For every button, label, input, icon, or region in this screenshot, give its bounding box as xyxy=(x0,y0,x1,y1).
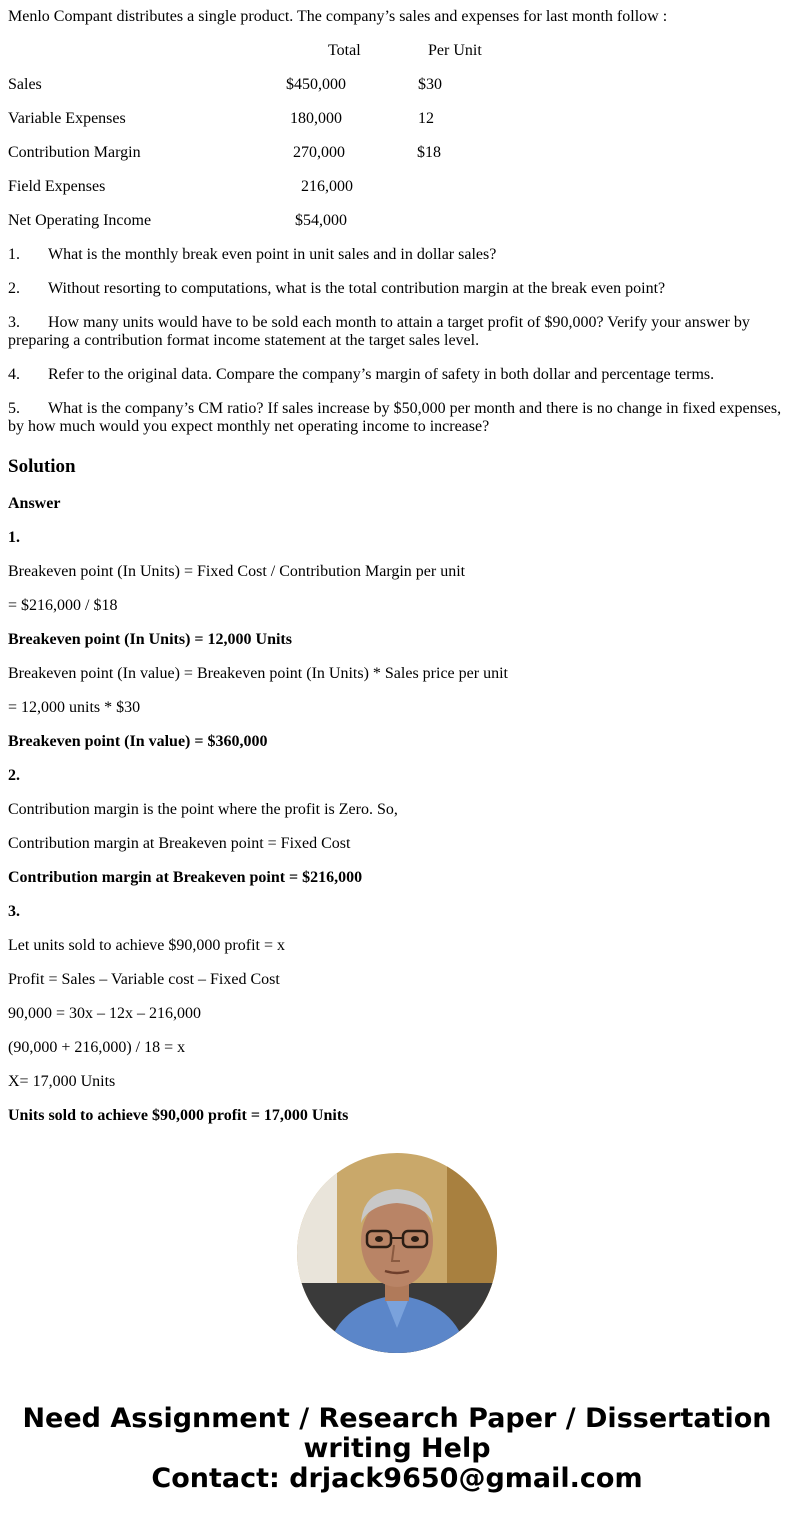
question-number: 1. xyxy=(8,246,20,263)
row-total: $54,000 xyxy=(295,212,347,229)
solution-line: Profit = Sales – Variable cost – Fixed Cost xyxy=(8,971,280,988)
question-text: Without resorting to computations, what is the total contribution margin at the break even point? xyxy=(48,280,666,297)
answer-label: Answer xyxy=(8,495,61,512)
solution-result: Units sold to achieve $90,000 profit = 17,000 Units xyxy=(8,1107,349,1124)
banner-line: Need Assignment / Research Paper / Dissertation xyxy=(22,1403,772,1434)
question-text: Refer to the original data. Compare the company’s margin of safety in both dollar and percentage terms. xyxy=(48,366,715,383)
row-label: Variable Expenses xyxy=(8,110,126,127)
solution-result: Breakeven point (In value) = $360,000 xyxy=(8,733,268,750)
solution-line: = 12,000 units * $30 xyxy=(8,699,141,716)
row-total: 270,000 xyxy=(293,144,345,161)
question-item xyxy=(8,246,786,264)
question-number: 3. xyxy=(8,314,20,331)
contact-email: Contact: drjack9650@gmail.com xyxy=(151,1463,643,1494)
question-item xyxy=(8,314,786,350)
problem-intro: Menlo Compant distributes a single product. The company’s sales and expenses for last month follow : xyxy=(8,8,668,25)
solution-line: Breakeven point (In value) = Breakeven point (In Units) * Sales price per unit xyxy=(8,665,508,682)
solution-result: Breakeven point (In Units) = 12,000 Units xyxy=(8,631,292,648)
question-item xyxy=(8,280,786,298)
part-number: 3. xyxy=(8,903,20,920)
solution-line: Let units sold to achieve $90,000 profit = x xyxy=(8,937,285,954)
row-total: 216,000 xyxy=(301,178,353,195)
solution-line: X= 17,000 Units xyxy=(8,1073,116,1090)
question-text: How many units would have to be sold each month to attain a target profit of $90,000? Verify your answer by preparing a contribution format income statement at the target sales level. xyxy=(8,314,750,349)
question-text: What is the monthly break even point in unit sales and in dollar sales? xyxy=(48,246,497,263)
row-label: Field Expenses xyxy=(8,178,106,195)
row-label: Sales xyxy=(8,76,42,93)
row-per-unit: 12 xyxy=(418,110,434,127)
solution-line: = $216,000 / $18 xyxy=(8,597,118,614)
row-per-unit: $30 xyxy=(418,76,442,93)
solution-line: 90,000 = 30x – 12x – 216,000 xyxy=(8,1005,202,1022)
portrait-image xyxy=(297,1153,497,1353)
table-header-per-unit: Per Unit xyxy=(428,42,482,59)
question-item xyxy=(8,366,786,384)
question-number: 4. xyxy=(8,366,20,383)
question-number: 2. xyxy=(8,280,20,297)
row-label: Net Operating Income xyxy=(8,212,152,229)
solution-line: Breakeven point (In Units) = Fixed Cost / Contribution Margin per unit xyxy=(8,563,466,580)
banner-line: writing Help xyxy=(303,1433,491,1464)
row-per-unit: $18 xyxy=(417,144,441,161)
table-header-total: Total xyxy=(328,42,361,59)
solution-line: (90,000 + 216,000) / 18 = x xyxy=(8,1039,186,1056)
row-total: 180,000 xyxy=(290,110,342,127)
solution-result: Contribution margin at Breakeven point = $216,000 xyxy=(8,869,363,886)
question-number: 5. xyxy=(8,400,20,417)
contact-banner xyxy=(0,1404,794,1494)
row-label: Contribution Margin xyxy=(8,144,141,161)
question-item xyxy=(8,400,786,436)
row-total: $450,000 xyxy=(286,76,346,93)
solution-heading: Solution xyxy=(8,456,76,477)
solution-line: Contribution margin is the point where the profit is Zero. So, xyxy=(8,801,398,818)
question-text: What is the company’s CM ratio? If sales increase by $50,000 per month and there is no change in fixed expenses, by how much would you expect monthly net operating income to increase? xyxy=(8,400,782,435)
part-number: 2. xyxy=(8,767,20,784)
part-number: 1. xyxy=(8,529,20,546)
author-avatar xyxy=(297,1153,497,1353)
solution-line: Contribution margin at Breakeven point = Fixed Cost xyxy=(8,835,351,852)
